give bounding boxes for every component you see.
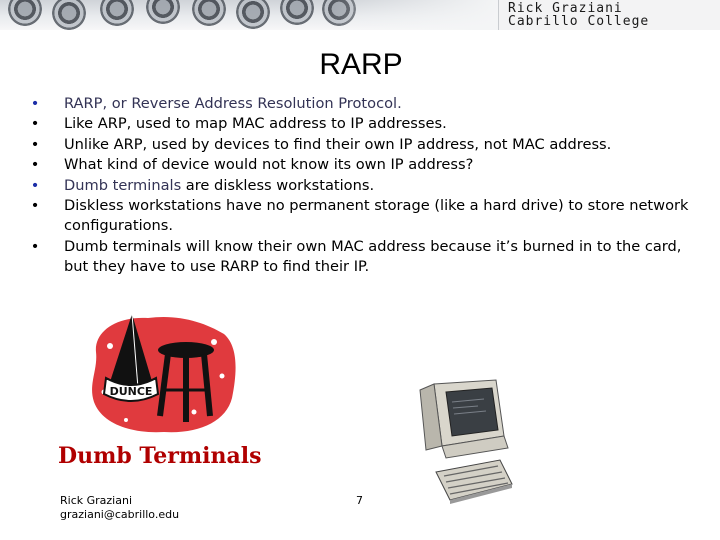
sparkle-dot bbox=[220, 374, 225, 379]
bullet-icon: • bbox=[30, 156, 40, 174]
bullet-text: Dumb terminals will know their own MAC address because it’s burned in to the card, but they have to use RARP to find their IP. bbox=[64, 237, 682, 276]
image-caption: Dumb Terminals bbox=[58, 443, 262, 469]
author-email: graziani@cabrillo.edu bbox=[60, 508, 180, 521]
gear-icon bbox=[146, 0, 180, 24]
sparkle-dot bbox=[211, 339, 217, 345]
bullet-icon: • bbox=[30, 197, 40, 215]
slide-title: RARP bbox=[319, 48, 403, 81]
sparkle-dot bbox=[107, 343, 113, 349]
bullet-icon: • bbox=[30, 135, 40, 153]
brand-college: Cabrillo College bbox=[508, 14, 650, 29]
footer-author bbox=[60, 494, 179, 522]
page-number: 7 bbox=[356, 494, 363, 507]
bullet-item bbox=[28, 237, 708, 278]
bullet-item bbox=[28, 155, 708, 175]
bullet-text: RARP, or Reverse Address Resolution Protocol. bbox=[64, 95, 402, 112]
bullet-item bbox=[28, 114, 708, 134]
gear-icon bbox=[52, 0, 86, 30]
bullet-text: Unlike ARP, used by devices to find their own IP address, not MAC address. bbox=[64, 135, 612, 153]
bullet-text: are diskless workstations. bbox=[181, 176, 375, 194]
bullet-icon: • bbox=[30, 95, 40, 112]
bullet-text: Like ARP, used to map MAC address to IP addresses. bbox=[64, 115, 447, 133]
dunce-cap-stool-clipart bbox=[86, 312, 240, 436]
bullet-item bbox=[28, 135, 708, 155]
gear-icon bbox=[236, 0, 270, 29]
bullet-highlight: Dumb terminals bbox=[64, 176, 182, 194]
gear-icon bbox=[280, 0, 314, 25]
bullet-icon: • bbox=[30, 115, 40, 133]
brand-name: Rick Graziani bbox=[508, 1, 623, 16]
dunce-label: DUNCE bbox=[109, 385, 153, 398]
sparkle-dot bbox=[124, 418, 128, 422]
bullet-list bbox=[28, 94, 708, 278]
bullet-item bbox=[28, 176, 708, 196]
bullet-text: What kind of device would not know its own IP address? bbox=[64, 156, 474, 174]
gear-icon bbox=[192, 0, 226, 26]
gear-icon bbox=[100, 0, 134, 26]
bullet-icon: • bbox=[30, 237, 40, 255]
bullet-item bbox=[28, 196, 708, 237]
author-name: Rick Graziani bbox=[60, 494, 132, 507]
gear-icon bbox=[8, 0, 42, 26]
bullet-icon: • bbox=[30, 176, 40, 194]
bullet-item bbox=[28, 94, 708, 114]
sparkle-dot bbox=[192, 410, 197, 415]
bullet-text: Diskless workstations have no permanent storage (like a hard drive) to store network configurations. bbox=[64, 197, 689, 235]
computer-terminal-clipart bbox=[412, 376, 514, 534]
